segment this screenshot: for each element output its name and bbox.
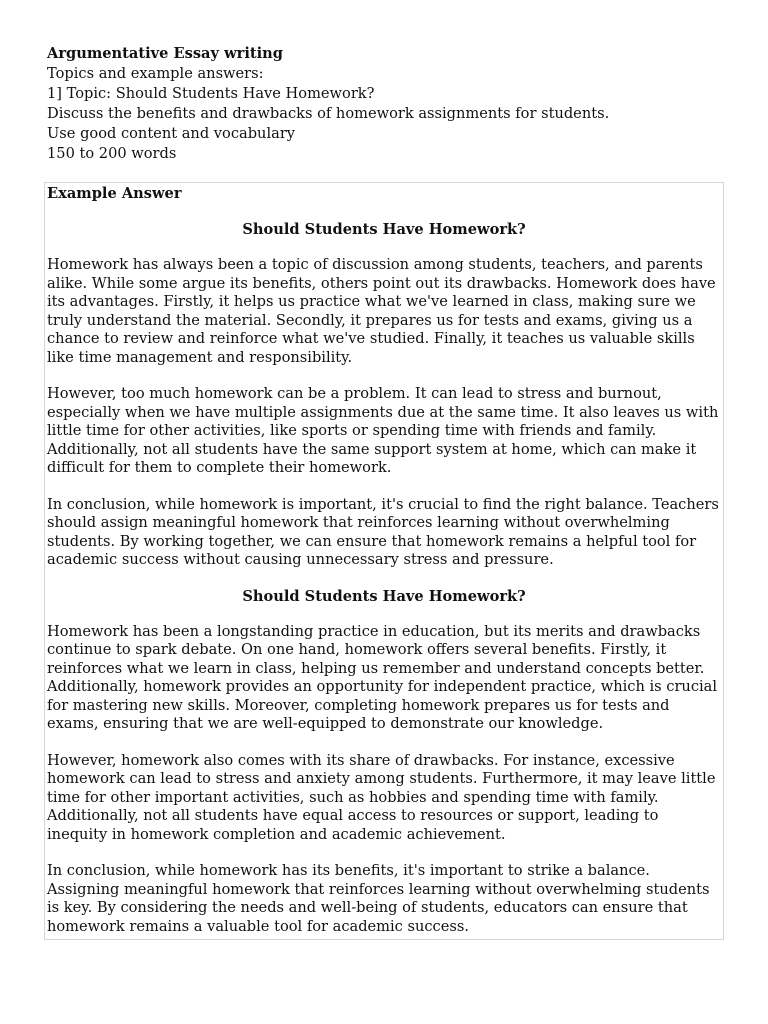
header-line-instructions: Discuss the benefits and drawbacks of homework assignments for students. (47, 105, 610, 122)
example-answer-box (44, 182, 724, 940)
example-answer-label: Example Answer (47, 185, 182, 202)
essay-paragraph: However, homework also comes with its share of drawbacks. For instance, excessive homework can lead to stress and anxiety among students. Furthermore, it may leave little time for other important activities, such as hobbies and spending time with family. Additionally, not all students have equal access to resources or support, leading to inequity in homework completion and academic achievement. (47, 751, 716, 843)
essay-paragraph: In conclusion, while homework is important, it's crucial to find the right balance. Teachers should assign meaningful homework that reinforces learning without overwhelming students. By working together, we can ensure that homework remains a helpful tool for academic success without causing unnecessary stress and pressure. (47, 495, 719, 568)
header-line-topic: 1] Topic: Should Students Have Homework? (47, 85, 375, 102)
document-title: Argumentative Essay writing (47, 45, 283, 62)
header-line-topics: Topics and example answers: (47, 65, 264, 82)
essay-paragraph: Homework has been a longstanding practice in education, but its merits and drawbacks continue to spark debate. On one hand, homework offers several benefits. Firstly, it reinforces what we learn in class, helping us remember and understand concepts better. Additionally, homework provides an opportunity for independent practice, which is crucial for mastering new skills. Moreover, completing homework prepares us for tests and exams, ensuring that we are well-equipped to demonstrate our knowledge. (47, 622, 718, 732)
assignment-header (47, 44, 737, 164)
essay-paragraph: However, too much homework can be a problem. It can lead to stress and burnout, especially when we have multiple assignments due at the same time. It also leaves us with little time for other activities, like sports or spending time with friends and family. Additionally, not all students have the same support system at home, which can make it difficult for them to complete their homework. (47, 385, 719, 476)
header-line-vocabulary: Use good content and vocabulary (47, 125, 296, 142)
header-line-word-count: 150 to 200 words (47, 145, 177, 162)
essay-paragraph: In conclusion, while homework has its benefits, it's important to strike a balance. Assigning meaningful homework that reinforces learning without overwhelming students is key. By considering the needs and well-being of students, educators can ensure that homework remains a valuable tool for academic success. (47, 862, 710, 935)
essay-title: Should Students Have Homework? (242, 221, 526, 238)
essay-paragraph: Homework has always been a topic of discussion among students, teachers, and parents alike. While some argue its benefits, others point out its drawbacks. Homework does have its advantages. Firstly, it helps us practice what we've learned in class, making sure we truly understand the material. Secondly, it prepares us for tests and exams, giving us a chance to review and reinforce what we've studied. Finally, it teaches us valuable skills like time management and responsibility. (47, 256, 716, 366)
essay-title: Should Students Have Homework? (242, 587, 526, 605)
